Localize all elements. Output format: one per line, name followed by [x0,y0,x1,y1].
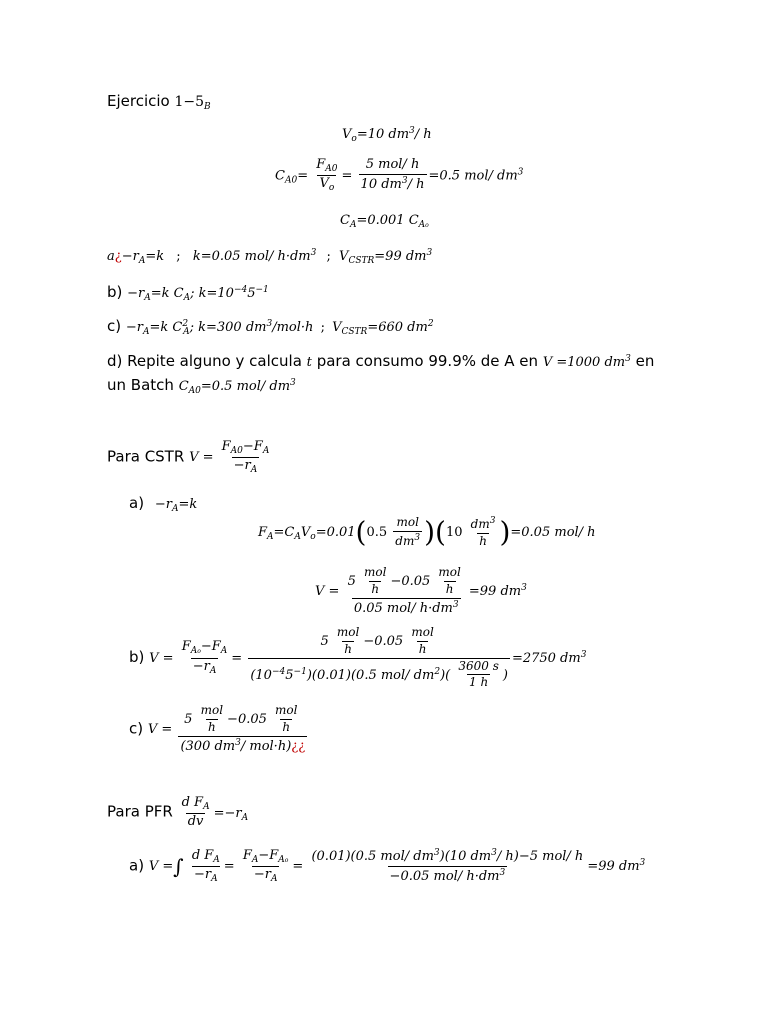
cstr-a-fa-equation: $F_A=C_AV_o=0.01(0.5$ $\frac{\text{mol}}{dm^3}$ )(10 $\frac{dm^3}{h}$ )=0.05 mol/ h [258,515,596,549]
problem-part-c: $c) -r_A=k$ $C^2_A$; k=300 $dm^3/mol\cdot h$ ; $V_{CSTR}=660$ $dm^2$ [107,317,434,337]
cstr-part-c: c) V = 5 $\frac{\text{mol}}{h}$ −0.05 $\frac{\text{mol}}{h}$ (300 $dm^3/$ mol·h)¿¿ [129,703,306,754]
equation-ca: $C_A=0.001$ $C_{Ao}$ [340,213,429,230]
problem-part-b: $b) -r_A=k$ $C_A$; $k=10^{-4}5^{-1}$ [107,283,269,303]
exercise-title: Ejercicio $1-5_B$ [107,92,211,112]
cstr-part-b: b) V = $\frac{F_{Ao}-F_A}{-r_A}$ = 5 $\frac{\text{mol}}{h}$ −0.05 $\frac{\text{mol}}{h}$ $(10^{-4}5^{-1})(0.01)(0.5$ mol/ $dm^2$)( $\frac{3600 s}{1 h}$ ) =2750 $dm^3$ [129,625,587,690]
problem-part-d-cont: un Batch $C_{A0}=0.5$ mol/ $dm^3$ [107,376,296,396]
cstr-part-a: $a) -r_A=k$ [129,494,198,514]
cstr-heading: Para CSTR V = $\frac{F_{A0}-F_A}{-r_A}$ [107,439,270,476]
cstr-a-v-equation: V = 5 $\frac{\text{mol}}{h}$ −0.05 $\frac{\text{mol}}{h}$ 0.05 mol/ $h\cdot dm^3$ =99 $dm^3$ [315,565,527,616]
pfr-part-a: a) V =∫ $\frac{d F_A}{-r_A}$ = $\frac{F_A-F_{Ao}}{-r_A}$ = $\frac{(0.01)(0.5 mol/ dm^3)(10 dm^3/ h)-5 mol/ h}{-0.05 mol/ h\cdot dm^3}$ =99 $dm^3$ [129,847,646,884]
equation-ca0: $C_{A0}=$ $\frac{F_{A0}}{V_o}$ = $\frac{\text{5 mol/ h}}{10 dm^3/ h}$ =0.5 mol/ $dm^3$ [275,157,524,194]
problem-part-d: d) Repite alguno y calcula t para consumo 99.9% de A en V =1000 $dm^3$ en [107,352,655,370]
problem-part-a: $a¿-r_A=k$ ; k=0.05 mol/ $h\cdot dm^3$ ; $V_{CSTR}=99$ $dm^3$ [107,248,433,266]
equation-v0: $V_o=10$ $dm^3/$ h [342,126,432,144]
pfr-heading: Para PFR $\frac{d F_A}{dv}$ $=-r_A$ [107,795,249,830]
